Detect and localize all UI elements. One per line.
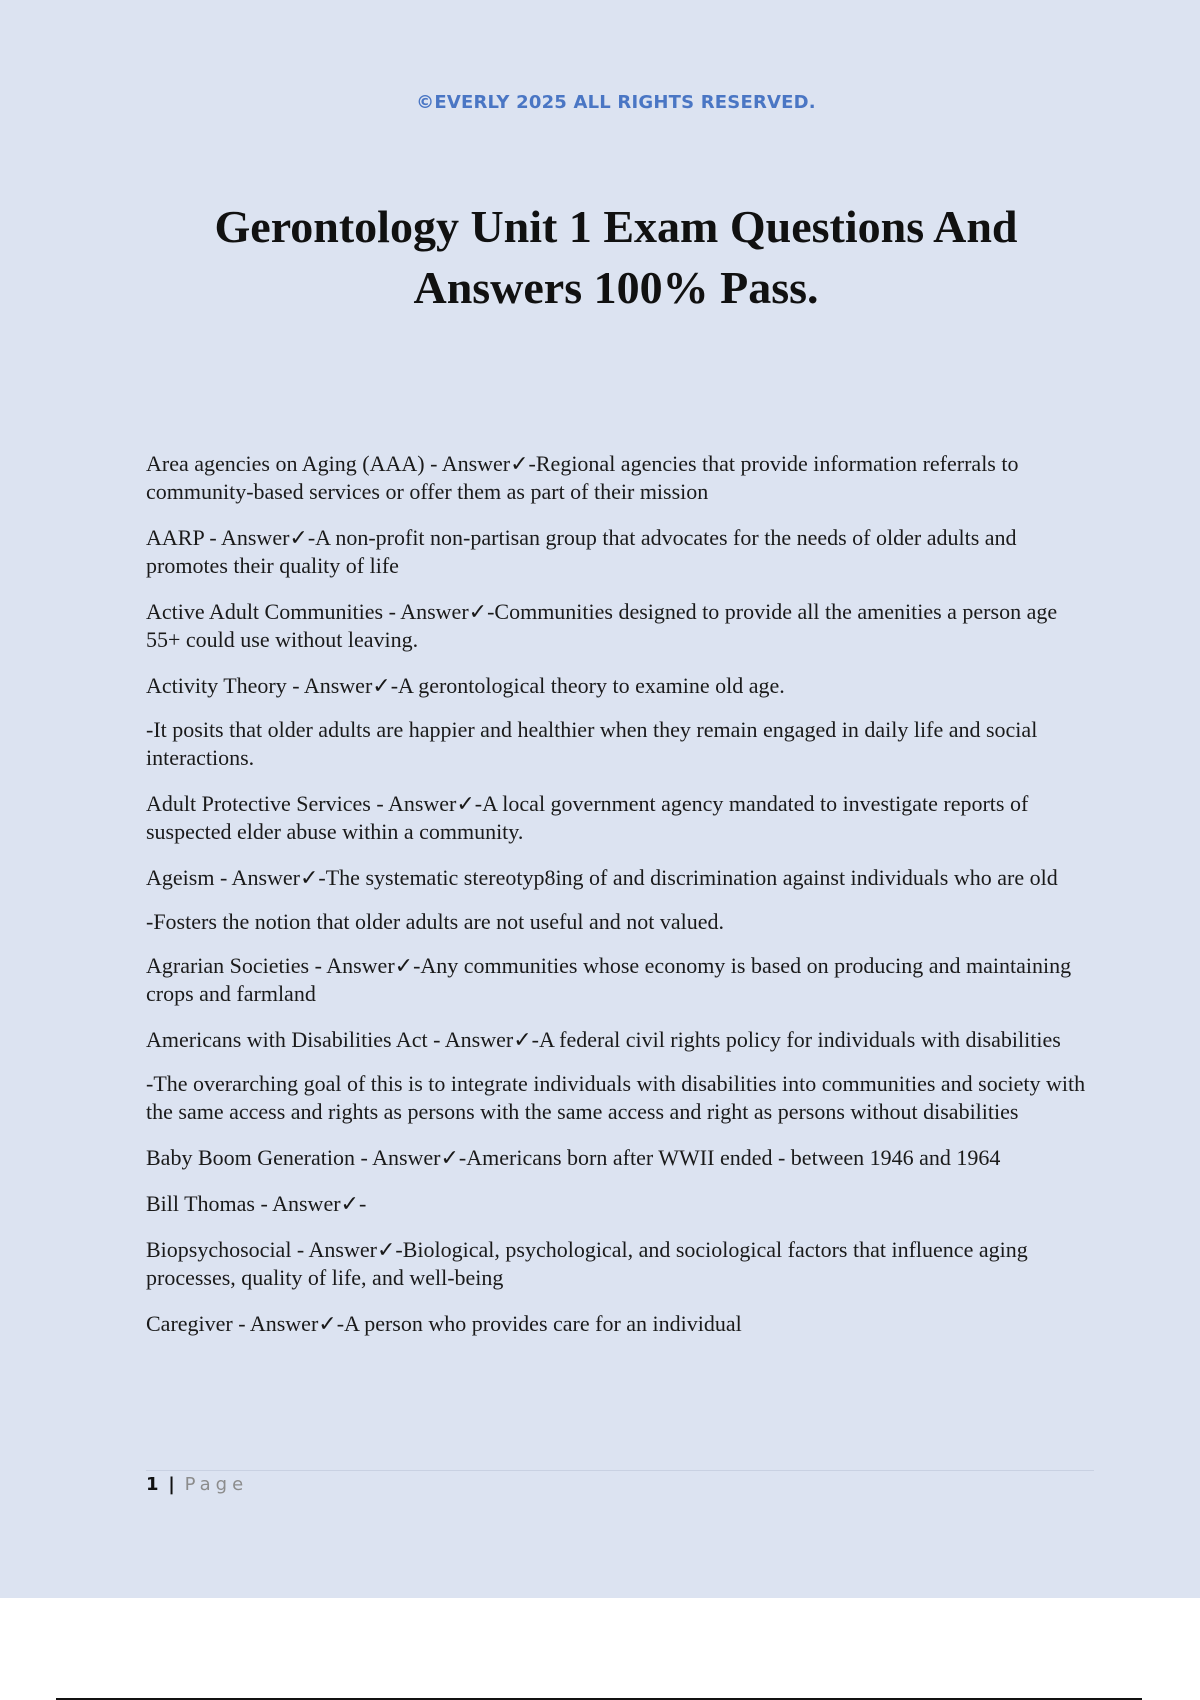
qa-entry-continuation: -The overarching goal of this is to integrate individuals with disabilities into communities and society with the same access and rights as persons with the same access and right as persons without disabilities <box>146 1071 1086 1124</box>
qa-entry: Bill Thomas - Answer✓- <box>146 1191 367 1216</box>
qa-entry: Adult Protective Services - Answer✓-A local government agency mandated to investigate reports of suspected elder abuse within a community. <box>146 791 1029 844</box>
qa-entry: Caregiver - Answer✓-A person who provides care for an individual <box>146 1311 742 1336</box>
qa-entry: Area agencies on Aging (AAA) - Answer✓-Regional agencies that provide information referrals to community-based services or offer them as part of their mission <box>146 451 1019 504</box>
qa-entry: Agrarian Societies - Answer✓-Any communities whose economy is based on producing and maintaining crops and farmland <box>146 953 1072 1006</box>
qa-entry: AARP - Answer✓-A non-profit non-partisan group that advocates for the needs of older adults and promotes their quality of life <box>146 525 1017 578</box>
qa-entry-continuation: -Fosters the notion that older adults are not useful and not valued. <box>146 909 724 934</box>
qa-list <box>146 450 1096 1356</box>
footer-separator: | <box>168 1474 175 1495</box>
qa-entry: Ageism - Answer✓-The systematic stereotyp8ing of and discrimination against individuals who are old <box>146 865 1058 890</box>
qa-entry: Activity Theory - Answer✓-A gerontological theory to examine old age. <box>146 673 785 698</box>
qa-entry: Biopsychosocial - Answer✓-Biological, psychological, and sociological factors that influence aging processes, quality of life, and well-being <box>146 1237 1028 1290</box>
qa-entry: Baby Boom Generation - Answer✓-Americans born after WWII ended - between 1946 and 1964 <box>146 1145 1001 1170</box>
qa-entry: Americans with Disabilities Act - Answer✓-A federal civil rights policy for individuals with disabilities <box>146 1027 1061 1052</box>
page-label: Page <box>184 1474 249 1495</box>
page-footer <box>146 1474 248 1495</box>
qa-entry: Active Adult Communities - Answer✓-Communities designed to provide all the amenities a person age 55+ could use without leaving. <box>146 599 1058 652</box>
page-number: 1 <box>146 1474 159 1495</box>
document-title: Gerontology Unit 1 Exam Questions And Answers 100% Pass. <box>214 201 1018 313</box>
qa-entry-continuation: -It posits that older adults are happier and healthier when they remain engaged in daily life and social interactions. <box>146 717 1038 770</box>
footer-divider <box>146 1470 1094 1471</box>
copyright-header: ©EVERLY 2025 ALL RIGHTS RESERVED. <box>416 92 816 113</box>
